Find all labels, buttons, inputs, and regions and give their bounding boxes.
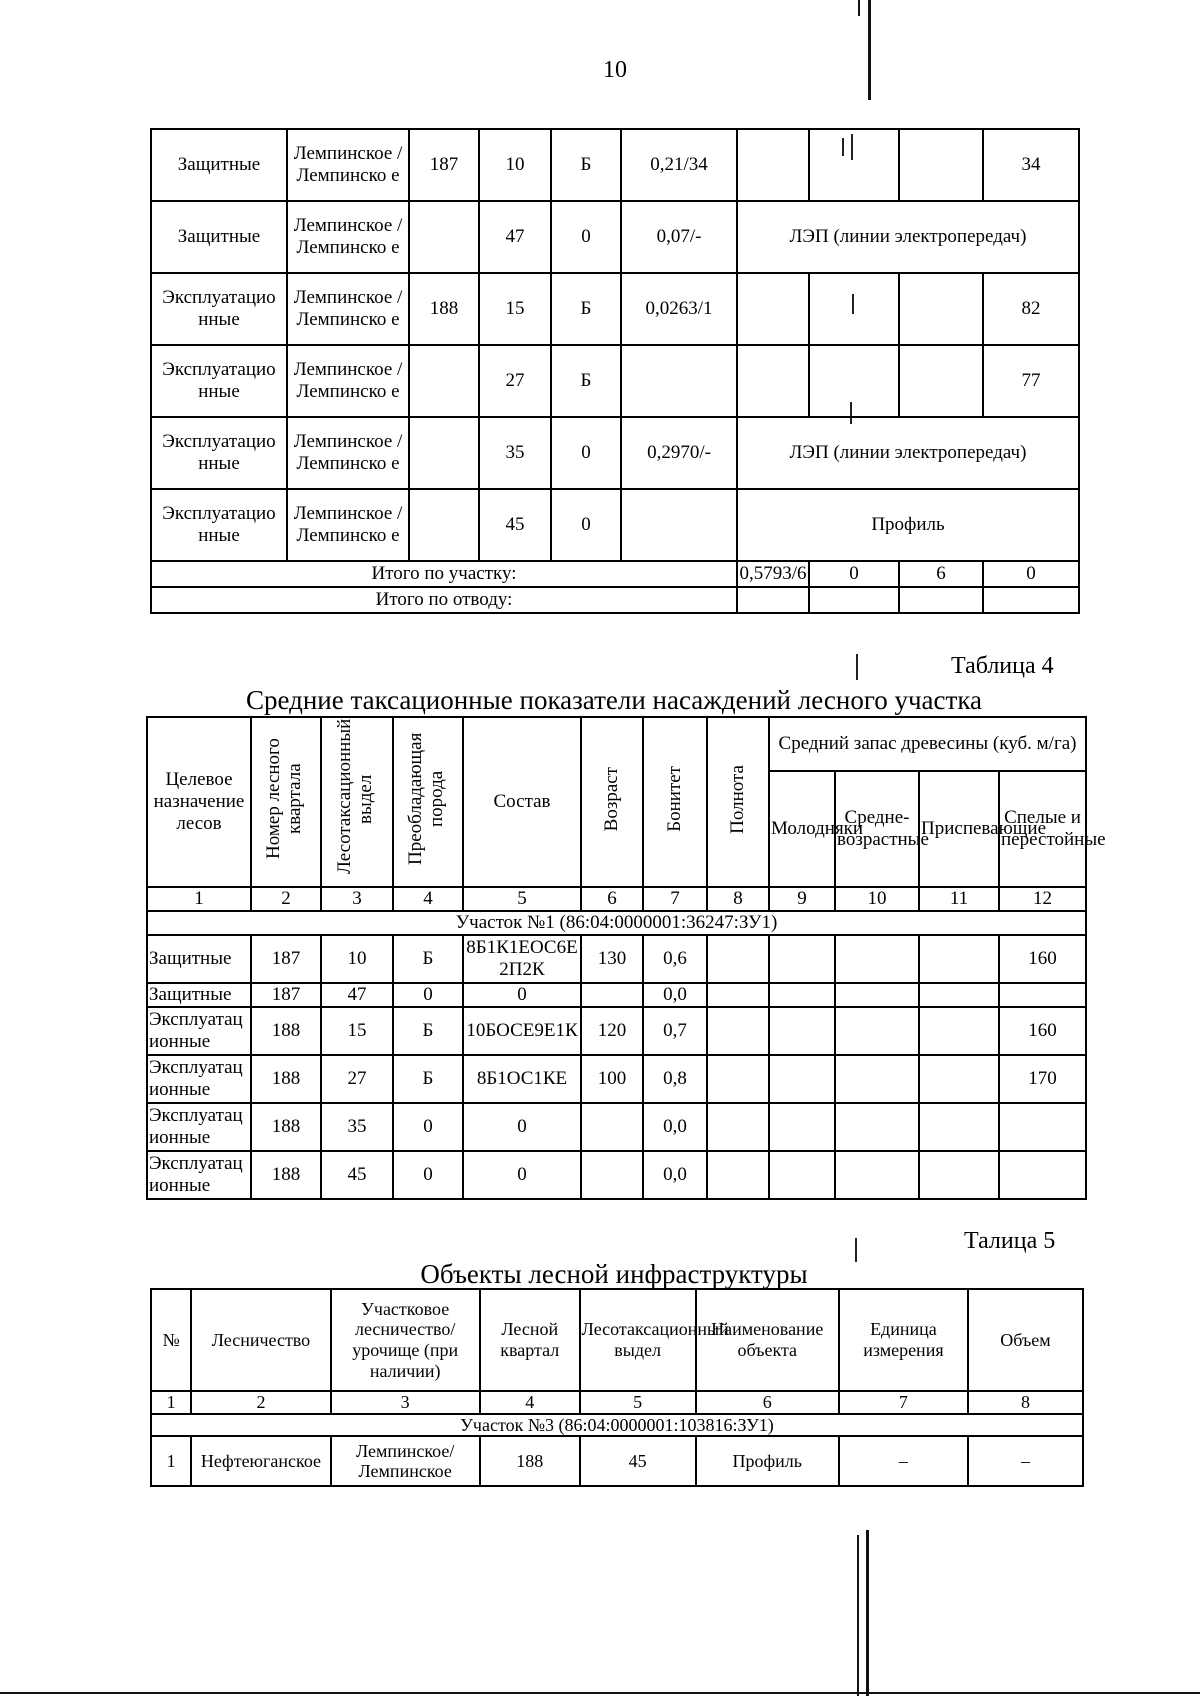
- t4-bonitet-cell: 0,0: [643, 1103, 707, 1151]
- t4-purpose-cell: Эксплуатационные: [147, 1151, 251, 1199]
- t4-h-vozrast: [581, 717, 643, 887]
- table5-caption: Талица 5: [964, 1228, 1056, 1254]
- t4-spelye-cell: [999, 1151, 1086, 1199]
- purpose-cell: Эксплуатацио нные: [151, 489, 287, 561]
- t4-polnota-cell: [707, 1103, 769, 1151]
- t4-vozrast-cell: 100: [581, 1055, 643, 1103]
- table5: [150, 1288, 1084, 1487]
- t4-vozrast-cell: 130: [581, 935, 643, 983]
- t4-molod-cell: [769, 983, 835, 1007]
- total-otvod-label: Итого по отводу:: [151, 587, 737, 613]
- table4-number-row: [147, 887, 1086, 911]
- t4-molod-cell: [769, 935, 835, 983]
- t4-spelye-cell: [999, 983, 1086, 1007]
- t4-vydel-cell: 45: [321, 1151, 393, 1199]
- area-cell: [621, 489, 737, 561]
- t4-sredne-cell: [835, 1055, 919, 1103]
- t5-header-cell: Лесничество: [191, 1289, 330, 1391]
- t5-n-cell: 1: [151, 1436, 191, 1486]
- column-number: 4: [393, 887, 463, 911]
- t4-polnota-cell: [707, 1007, 769, 1055]
- t4-sostav-cell: 0: [463, 1151, 581, 1199]
- table-row: [151, 417, 1079, 489]
- page-number: 10: [603, 57, 627, 83]
- t4-h-poroda: [393, 717, 463, 887]
- table4-header-row-1: [147, 717, 1086, 771]
- t4-molod-cell: [769, 1151, 835, 1199]
- column-number: 7: [643, 887, 707, 911]
- otvod-c7: [809, 587, 899, 613]
- table-row: [151, 345, 1079, 417]
- kvartal-cell: 188: [409, 273, 479, 345]
- t4-purpose-cell: Защитные: [147, 983, 251, 1007]
- c9-cell: [899, 345, 983, 417]
- area-cell: 0,0263/1: [621, 273, 737, 345]
- kvartal-cell: [409, 417, 479, 489]
- t4-sostav-cell: 8Б1К1ЕОС6Е2П2К: [463, 935, 581, 983]
- t5-header-cell: Единица измерения: [839, 1289, 968, 1391]
- t4-poroda-cell: Б: [393, 1007, 463, 1055]
- t5-section: Участок №3 (86:04:0000001:103816:ЗУ1): [151, 1414, 1083, 1437]
- vydel-cell: 27: [479, 345, 551, 417]
- t4-bonitet-cell: 0,0: [643, 983, 707, 1007]
- t4-kvartal-cell: 187: [251, 935, 321, 983]
- t4-kvartal-cell: 188: [251, 1055, 321, 1103]
- t4-polnota-cell: [707, 1151, 769, 1199]
- table-row: [147, 1151, 1086, 1199]
- t5-header-cell: Объем: [968, 1289, 1083, 1391]
- c7-cell: [737, 345, 809, 417]
- c7-cell: [737, 273, 809, 345]
- t4-spelye-cell: 170: [999, 1055, 1086, 1103]
- purpose-cell: Эксплуатацио нные: [151, 417, 287, 489]
- table-row: [147, 983, 1086, 1007]
- scan-artifact-line: [858, 0, 860, 16]
- t4-spelye-cell: 160: [999, 935, 1086, 983]
- t4-molod-cell: [769, 1007, 835, 1055]
- c8-cell: [809, 345, 899, 417]
- c9-cell: [899, 129, 983, 201]
- c10-cell: 82: [983, 273, 1079, 345]
- t4-purpose-cell: Эксплуатационные: [147, 1007, 251, 1055]
- table-row: [151, 201, 1079, 273]
- table-row: [147, 935, 1086, 983]
- t4-poroda-cell: 0: [393, 983, 463, 1007]
- purpose-cell: Защитные: [151, 201, 287, 273]
- forestry-cell: Лемпинское /Лемпинско е: [287, 345, 409, 417]
- t4-section: Участок №1 (86:04:0000001:36247:ЗУ1): [147, 911, 1086, 935]
- t4-spelye-cell: [999, 1103, 1086, 1151]
- t4-sredne-cell: [835, 1103, 919, 1151]
- total-otvod-row: [151, 587, 1079, 613]
- t4-kvartal-cell: 188: [251, 1007, 321, 1055]
- t5-name-cell: Профиль: [696, 1436, 839, 1486]
- table4-section-row: [147, 911, 1086, 935]
- otvod-c6: [737, 587, 809, 613]
- t4-sostav-cell: 0: [463, 983, 581, 1007]
- forestry-cell: Лемпинское /Лемпинско е: [287, 129, 409, 201]
- t4-kvartal-cell: 187: [251, 983, 321, 1007]
- c8-cell: [809, 129, 899, 201]
- t4-prispev-cell: [919, 1055, 999, 1103]
- t4-poroda-cell: 0: [393, 1103, 463, 1151]
- t4-h-sostav: Состав: [463, 717, 581, 887]
- table5-section-row: [151, 1414, 1083, 1437]
- t4-h-spelye: Спелые и перестойные: [999, 771, 1086, 887]
- area-cell: [621, 345, 737, 417]
- kvartal-cell: [409, 201, 479, 273]
- t4-h-vydel: [321, 717, 393, 887]
- column-number: 3: [321, 887, 393, 911]
- vydel-cell: 45: [479, 489, 551, 561]
- scan-artifact-line: [866, 1530, 869, 1696]
- category-cell: 0: [551, 417, 621, 489]
- table5-header-row: [151, 1289, 1083, 1391]
- vydel-cell: 47: [479, 201, 551, 273]
- category-cell: Б: [551, 345, 621, 417]
- t4-h-kvartal: [251, 717, 321, 887]
- t4-h-prispev: Приспевающие: [919, 771, 999, 887]
- t4-bonitet-cell: 0,7: [643, 1007, 707, 1055]
- t4-h-bonitet: [643, 717, 707, 887]
- t4-h-sredne: Средне-возрастные: [835, 771, 919, 887]
- kvartal-cell: [409, 489, 479, 561]
- forestry-cell: Лемпинское /Лемпинско е: [287, 273, 409, 345]
- column-number: 1: [147, 887, 251, 911]
- table-row: [151, 273, 1079, 345]
- column-number: 6: [581, 887, 643, 911]
- scan-artifact-line: [0, 1692, 1200, 1694]
- area-cell: 0,21/34: [621, 129, 737, 201]
- t4-sredne-cell: [835, 983, 919, 1007]
- table-row: [147, 1007, 1086, 1055]
- table5-title: Объекты лесной инфраструктуры: [420, 1259, 808, 1289]
- t4-h-bonitet-text: Бонитет: [663, 766, 685, 832]
- forestry-cell: Лемпинское /Лемпинско е: [287, 489, 409, 561]
- t4-poroda-cell: Б: [393, 935, 463, 983]
- t4-vydel-cell: 10: [321, 935, 393, 983]
- column-number: 7: [839, 1391, 968, 1414]
- t4-bonitet-cell: 0,0: [643, 1151, 707, 1199]
- t4-sostav-cell: 8Б1ОС1КЕ: [463, 1055, 581, 1103]
- scan-artifact-line: [857, 1535, 859, 1696]
- t4-vydel-cell: 27: [321, 1055, 393, 1103]
- t4-h-purpose: Целевое назначение лесов: [147, 717, 251, 887]
- total-uchastok-label: Итого по участку:: [151, 561, 737, 587]
- t4-sredne-cell: [835, 935, 919, 983]
- vydel-cell: 10: [479, 129, 551, 201]
- area-cell: 0,2970/-: [621, 417, 737, 489]
- vydel-cell: 15: [479, 273, 551, 345]
- t4-h-kvartal-text: Номер лесного квартала: [263, 738, 305, 860]
- table4-title: Средние таксационные показатели насаждений лесного участка: [245, 685, 983, 715]
- t4-kvartal-cell: 188: [251, 1151, 321, 1199]
- column-number: 5: [580, 1391, 696, 1414]
- column-number: 8: [707, 887, 769, 911]
- scan-speck: [856, 654, 858, 680]
- total-c8: 6: [899, 561, 983, 587]
- otvod-c8: [899, 587, 983, 613]
- t4-purpose-cell: Эксплуатационные: [147, 1055, 251, 1103]
- total-area: 0,5793/6: [737, 561, 809, 587]
- purpose-cell: Эксплуатацио нные: [151, 345, 287, 417]
- column-number: 2: [251, 887, 321, 911]
- t4-purpose-cell: Защитные: [147, 935, 251, 983]
- t5-header-cell: Участковое лесничество/ урочище (при наличии): [331, 1289, 480, 1391]
- column-number: 9: [769, 887, 835, 911]
- column-number: 5: [463, 887, 581, 911]
- t4-h-poroda-text: Преобладающая порода: [405, 732, 447, 866]
- t4-kvartal-cell: 188: [251, 1103, 321, 1151]
- t5-header-cell: Лесотаксационный выдел: [580, 1289, 696, 1391]
- t4-vozrast-cell: [581, 983, 643, 1007]
- t4-bonitet-cell: 0,6: [643, 935, 707, 983]
- t4-vozrast-cell: [581, 1103, 643, 1151]
- t4-h-vozrast-text: Возраст: [600, 766, 622, 832]
- t4-poroda-cell: 0: [393, 1151, 463, 1199]
- table4: [146, 716, 1106, 1200]
- otvod-c9: [983, 587, 1079, 613]
- t4-h-zapas-group: Средний запас древесины (куб. м/га): [769, 717, 1086, 771]
- total-c7: 0: [809, 561, 899, 587]
- t4-vozrast-cell: [581, 1151, 643, 1199]
- table4-caption: Таблица 4: [951, 653, 1054, 679]
- t4-sredne-cell: [835, 1007, 919, 1055]
- t5-volume-cell: –: [968, 1436, 1083, 1486]
- t5-vydel-cell: 45: [580, 1436, 696, 1486]
- t4-prispev-cell: [919, 983, 999, 1007]
- merged-note-cell: ЛЭП (линии электропередач): [737, 417, 1079, 489]
- table-row: [151, 129, 1079, 201]
- t4-purpose-cell: Эксплуатационные: [147, 1103, 251, 1151]
- kvartal-cell: 187: [409, 129, 479, 201]
- c9-cell: [899, 273, 983, 345]
- c10-cell: 34: [983, 129, 1079, 201]
- t5-header-cell: №: [151, 1289, 191, 1391]
- t4-prispev-cell: [919, 1007, 999, 1055]
- column-number: 2: [191, 1391, 330, 1414]
- merged-note-cell: ЛЭП (линии электропередач): [737, 201, 1079, 273]
- t4-polnota-cell: [707, 1055, 769, 1103]
- total-c9: 0: [983, 561, 1079, 587]
- t5-header-cell: Лесной квартал: [480, 1289, 580, 1391]
- t4-prispev-cell: [919, 935, 999, 983]
- t4-polnota-cell: [707, 935, 769, 983]
- category-cell: 0: [551, 201, 621, 273]
- column-number: 8: [968, 1391, 1083, 1414]
- forestry-cell: Лемпинское /Лемпинско е: [287, 201, 409, 273]
- t4-h-polnota-text: Полнота: [726, 764, 748, 834]
- kvartal-cell: [409, 345, 479, 417]
- t4-h-molod: Молодняки: [769, 771, 835, 887]
- table-row: [147, 1055, 1086, 1103]
- t5-unit-cell: –: [839, 1436, 968, 1486]
- t4-sostav-cell: 10БОСЕ9Е1К: [463, 1007, 581, 1055]
- t4-vydel-cell: 47: [321, 983, 393, 1007]
- table5-number-row: [151, 1391, 1083, 1414]
- column-number: 4: [480, 1391, 580, 1414]
- t4-vydel-cell: 35: [321, 1103, 393, 1151]
- t4-polnota-cell: [707, 983, 769, 1007]
- c7-cell: [737, 129, 809, 201]
- column-number: 1: [151, 1391, 191, 1414]
- t4-poroda-cell: Б: [393, 1055, 463, 1103]
- column-number: 3: [331, 1391, 480, 1414]
- table-row: [151, 1436, 1083, 1486]
- c10-cell: 77: [983, 345, 1079, 417]
- t4-h-polnota: [707, 717, 769, 887]
- t4-vydel-cell: 15: [321, 1007, 393, 1055]
- vydel-cell: 35: [479, 417, 551, 489]
- column-number: 11: [919, 887, 999, 911]
- total-uchastok-row: [151, 561, 1079, 587]
- table-row: [151, 489, 1079, 561]
- category-cell: Б: [551, 273, 621, 345]
- t4-vozrast-cell: 120: [581, 1007, 643, 1055]
- t5-header-cell: Наименование объекта: [696, 1289, 839, 1391]
- t4-h-vydel-text: Лесотаксационный выдел: [334, 718, 376, 875]
- t4-spelye-cell: 160: [999, 1007, 1086, 1055]
- purpose-cell: Защитные: [151, 129, 287, 201]
- t5-kvartal-cell: 188: [480, 1436, 580, 1486]
- merged-note-cell: Профиль: [737, 489, 1079, 561]
- t4-molod-cell: [769, 1103, 835, 1151]
- scan-artifact-line: [868, 0, 871, 100]
- t4-molod-cell: [769, 1055, 835, 1103]
- category-cell: Б: [551, 129, 621, 201]
- t5-lesnichestvo-cell: Нефтеюганское: [191, 1436, 330, 1486]
- t5-uchastkovoe-cell: Лемпинское/ Лемпинское: [331, 1436, 480, 1486]
- category-cell: 0: [551, 489, 621, 561]
- t4-prispev-cell: [919, 1151, 999, 1199]
- column-number: 12: [999, 887, 1086, 911]
- purpose-cell: Эксплуатацио нные: [151, 273, 287, 345]
- forestry-cell: Лемпинское /Лемпинско е: [287, 417, 409, 489]
- table-row: [147, 1103, 1086, 1151]
- column-number: 6: [696, 1391, 839, 1414]
- t4-sredne-cell: [835, 1151, 919, 1199]
- table-continued: [150, 128, 1080, 614]
- t4-sostav-cell: 0: [463, 1103, 581, 1151]
- c8-cell: [809, 273, 899, 345]
- t4-prispev-cell: [919, 1103, 999, 1151]
- column-number: 10: [835, 887, 919, 911]
- t4-bonitet-cell: 0,8: [643, 1055, 707, 1103]
- area-cell: 0,07/-: [621, 201, 737, 273]
